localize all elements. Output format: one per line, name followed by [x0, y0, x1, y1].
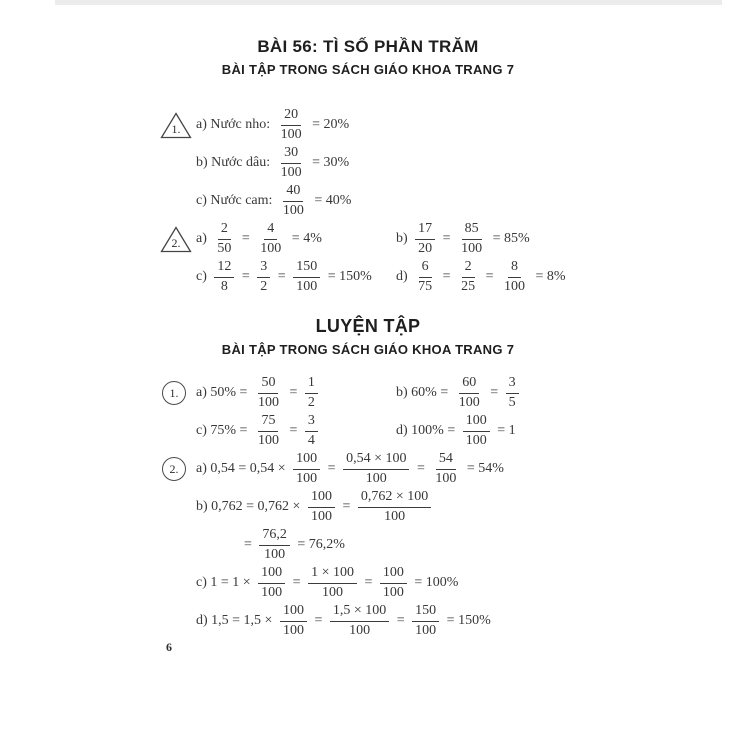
math-text: = 100%: [410, 575, 459, 590]
fraction: [255, 375, 282, 410]
fraction-numerator: 100: [308, 489, 335, 507]
equation-cell: [196, 107, 349, 142]
fraction-denominator: 100: [365, 470, 387, 486]
math-text: = 8%: [531, 269, 566, 284]
math-text: = 54%: [463, 461, 504, 476]
fraction: [506, 375, 519, 410]
fraction-denominator: 100: [261, 584, 283, 600]
fraction-denominator: 100: [382, 584, 404, 600]
equation-cell: [196, 527, 345, 562]
page-number: 6: [166, 640, 172, 654]
math-text: a) Nước nho:: [196, 117, 274, 132]
exercise-marker-slot: [160, 226, 196, 253]
fraction-denominator: 5: [508, 394, 516, 410]
math-text: = 150%: [443, 613, 491, 628]
math-text: d): [396, 269, 412, 284]
fraction-numerator: 54: [436, 451, 456, 469]
equation-cell: [396, 259, 566, 294]
equation-line: [160, 258, 736, 296]
fraction-numerator: 40: [283, 183, 303, 201]
fraction-numerator: 30: [281, 145, 301, 163]
exercise-marker-triangle: [160, 112, 192, 139]
math-text: a) 0,54 = 0,54 ×: [196, 461, 290, 476]
math-text: a): [196, 231, 211, 246]
exercise: [160, 374, 736, 450]
fraction-denominator: 100: [282, 202, 304, 218]
math-text: =: [285, 423, 301, 438]
fraction-denominator: 100: [296, 470, 318, 486]
fraction: [305, 375, 318, 410]
fraction-denominator: 100: [458, 394, 480, 410]
section-title: LUYỆN TẬP: [315, 316, 421, 336]
math-text: = 76,2%: [293, 537, 345, 552]
equation-cell: [196, 145, 349, 180]
fraction: [259, 527, 290, 562]
equation-cell: [196, 221, 396, 256]
fraction-numerator: 2: [218, 221, 231, 239]
math-text: =: [285, 385, 301, 400]
fraction-denominator: 2: [260, 278, 268, 294]
section-title: BÀI 56: TÌ SỐ PHẦN TRĂM: [257, 37, 479, 56]
math-text: = 20%: [308, 117, 350, 132]
fraction-numerator: 85: [462, 221, 482, 239]
fraction-denominator: 50: [217, 240, 232, 256]
math-text: =: [289, 575, 305, 590]
math-text: =: [274, 269, 290, 284]
math-text: b) 60% =: [396, 385, 452, 400]
fraction-numerator: 100: [380, 565, 407, 583]
fraction: [415, 221, 435, 256]
math-text: =: [360, 575, 376, 590]
fraction-numerator: 100: [258, 565, 285, 583]
exercise: [160, 220, 736, 296]
fraction-numerator: 4: [264, 221, 277, 239]
fraction-denominator: 100: [257, 394, 279, 410]
section-subtitle: BÀI TẬP TRONG SÁCH GIÁO KHOA TRANG 7: [221, 342, 515, 357]
fraction: [412, 603, 439, 638]
fraction-numerator: 100: [463, 413, 490, 431]
fraction-denominator: 100: [282, 622, 304, 638]
equation-cell: [196, 413, 396, 448]
page-content: [0, 36, 736, 640]
fraction-numerator: 6: [419, 259, 432, 277]
math-text: c) Nước cam:: [196, 193, 276, 208]
fraction-numerator: 100: [293, 451, 320, 469]
equation-line: [160, 374, 736, 412]
equation-cell: [196, 259, 396, 294]
equation-line: [160, 526, 736, 564]
fraction: [255, 413, 282, 448]
fraction-denominator: 100: [461, 240, 483, 256]
fraction-denominator: 100: [503, 278, 525, 294]
math-text: = 4%: [288, 231, 322, 246]
fraction-numerator: 12: [214, 259, 234, 277]
fraction: [501, 259, 528, 294]
fraction: [280, 603, 307, 638]
exercise-list: [160, 106, 736, 296]
fraction-denominator: 100: [260, 240, 282, 256]
fraction-denominator: 4: [307, 432, 315, 448]
math-text: a) 50% =: [196, 385, 251, 400]
fraction-numerator: 0,54 × 100: [343, 451, 409, 469]
fraction-denominator: 20: [418, 240, 433, 256]
fraction-denominator: 25: [461, 278, 476, 294]
equation-line: [160, 144, 736, 182]
equation-line: [160, 488, 736, 526]
exercise-number: 2.: [171, 235, 181, 250]
fraction-numerator: 3: [257, 259, 270, 277]
fraction-denominator: 100: [349, 622, 371, 638]
equation-cell: [196, 183, 351, 218]
fraction-numerator: 0,762 × 100: [358, 489, 431, 507]
fraction-numerator: 1,5 × 100: [330, 603, 389, 621]
math-text: =: [310, 613, 326, 628]
math-text: =: [324, 461, 340, 476]
fraction: [415, 259, 435, 294]
exercise-list: [160, 374, 736, 640]
fraction: [278, 145, 305, 180]
math-text: c) 1 = 1 ×: [196, 575, 255, 590]
section-list: [0, 36, 736, 640]
equation-cell: [396, 413, 516, 448]
exercise-marker-circle: 2.: [162, 457, 186, 481]
math-text: = 30%: [308, 155, 350, 170]
math-text: =: [238, 269, 254, 284]
fraction-numerator: 100: [280, 603, 307, 621]
equation-line: [160, 602, 736, 640]
fraction: [456, 375, 483, 410]
fraction-denominator: 100: [257, 432, 279, 448]
fraction-numerator: 20: [281, 107, 301, 125]
fraction-denominator: 75: [418, 278, 433, 294]
fraction: [358, 489, 431, 524]
equation-cell: [396, 221, 530, 256]
fraction: [293, 451, 320, 486]
math-text: =: [486, 385, 502, 400]
math-text: =: [238, 231, 254, 246]
fraction-numerator: 1: [305, 375, 318, 393]
exercise-marker-triangle: [160, 226, 192, 253]
exercise-marker-slot: [160, 381, 196, 405]
equation-line: [160, 412, 736, 450]
fraction-denominator: 100: [280, 126, 302, 142]
fraction: [463, 413, 490, 448]
equation-cell: [196, 451, 504, 486]
section: [0, 314, 736, 640]
math-text: =: [482, 269, 497, 284]
exercise-number: 1.: [171, 121, 181, 136]
equation-cell: [196, 603, 491, 638]
math-text: =: [244, 537, 256, 552]
exercise-marker-slot: [160, 457, 196, 481]
section-subtitle: BÀI TẬP TRONG SÁCH GIÁO KHOA TRANG 7: [221, 62, 515, 77]
equation-line: [160, 182, 736, 220]
fraction: [305, 413, 318, 448]
fraction-denominator: 100: [322, 584, 344, 600]
fraction: [458, 221, 485, 256]
math-text: b): [396, 231, 412, 246]
equation-cell: [196, 489, 435, 524]
exercise: [160, 450, 736, 640]
fraction-denominator: 100: [280, 164, 302, 180]
fraction-numerator: 150: [412, 603, 439, 621]
fraction-numerator: 75: [258, 413, 278, 431]
fraction-numerator: 3: [506, 375, 519, 393]
fraction-numerator: 3: [305, 413, 318, 431]
fraction: [343, 451, 409, 486]
fraction-numerator: 1 × 100: [308, 565, 357, 583]
fraction: [257, 259, 270, 294]
equation-line: [160, 450, 736, 488]
fraction: [308, 565, 357, 600]
math-text: = 85%: [489, 231, 530, 246]
fraction: [293, 259, 320, 294]
math-text: =: [413, 461, 429, 476]
math-text: = 150%: [324, 269, 372, 284]
math-text: = 40%: [310, 193, 352, 208]
math-text: =: [393, 613, 409, 628]
math-text: d) 100% =: [396, 423, 459, 438]
exercise-marker-circle: 1.: [162, 381, 186, 405]
fraction-denominator: 100: [435, 470, 457, 486]
fraction-numerator: 150: [293, 259, 320, 277]
exercise-marker-slot: [160, 112, 196, 139]
section: [0, 36, 736, 296]
fraction-numerator: 50: [258, 375, 278, 393]
math-text: d) 1,5 = 1,5 ×: [196, 613, 276, 628]
equation-cell: [396, 375, 523, 410]
fraction-numerator: 8: [508, 259, 521, 277]
fraction-denominator: 100: [310, 508, 332, 524]
equation-line: [160, 106, 736, 144]
math-text: =: [439, 231, 455, 246]
fraction-denominator: 100: [296, 278, 318, 294]
fraction-denominator: 100: [384, 508, 406, 524]
page-top-edge: [55, 0, 722, 5]
math-text: =: [439, 269, 455, 284]
equation-cell: [196, 375, 396, 410]
exercise: [160, 106, 736, 220]
fraction: [458, 259, 478, 294]
fraction-denominator: 100: [465, 432, 487, 448]
fraction-denominator: 8: [220, 278, 228, 294]
fraction: [214, 221, 234, 256]
fraction-denominator: 100: [264, 546, 286, 562]
fraction: [380, 565, 407, 600]
equation-line: [160, 564, 736, 602]
fraction-numerator: 17: [415, 221, 435, 239]
fraction-numerator: 76,2: [259, 527, 290, 545]
fraction: [278, 107, 305, 142]
math-text: b) 0,762 = 0,762 ×: [196, 499, 304, 514]
fraction-numerator: 60: [459, 375, 479, 393]
fraction-denominator: 2: [307, 394, 315, 410]
math-text: c): [196, 269, 211, 284]
math-text: =: [338, 499, 354, 514]
fraction: [257, 221, 284, 256]
math-text: b) Nước dâu:: [196, 155, 274, 170]
fraction: [258, 565, 285, 600]
fraction-denominator: 100: [415, 622, 437, 638]
fraction: [308, 489, 335, 524]
equation-line: [160, 220, 736, 258]
fraction: [330, 603, 389, 638]
fraction: [280, 183, 307, 218]
fraction: [432, 451, 459, 486]
fraction-numerator: 2: [462, 259, 475, 277]
math-text: c) 75% =: [196, 423, 251, 438]
math-text: = 1: [493, 423, 516, 438]
fraction: [214, 259, 234, 294]
equation-cell: [196, 565, 458, 600]
